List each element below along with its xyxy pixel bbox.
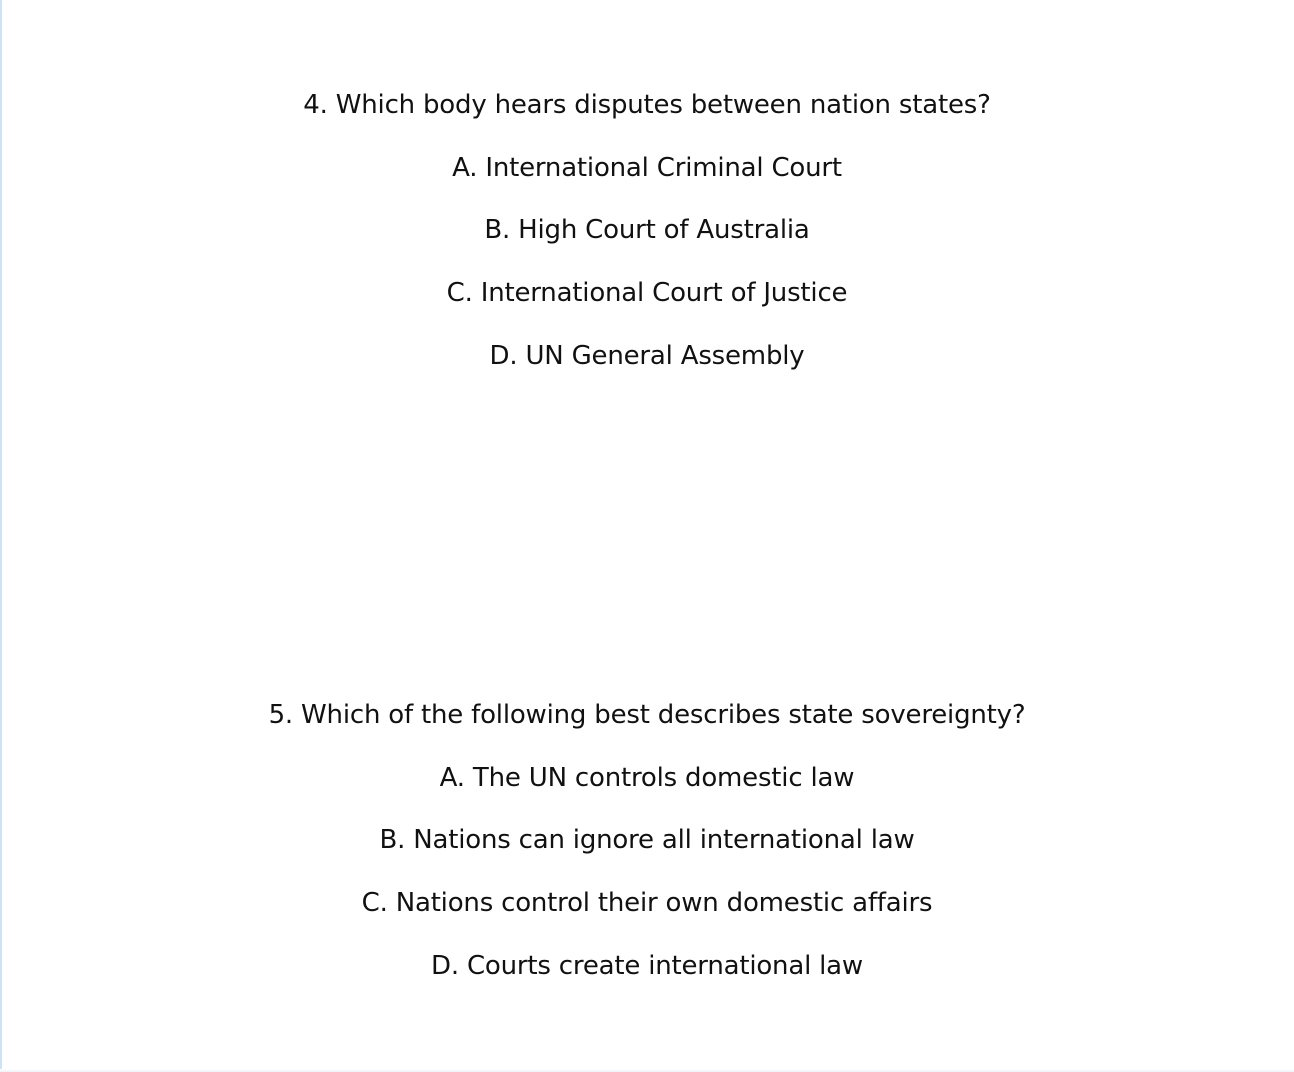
question-5-option-d[interactable]: D. Courts create international law: [431, 950, 863, 981]
question-5-option-c[interactable]: C. Nations control their own domestic affairs: [361, 888, 933, 919]
question-5-option-a[interactable]: A. The UN controls domestic law: [439, 762, 855, 793]
question-4: [0, 82, 1294, 395]
question-4-option-a[interactable]: A. International Criminal Court: [452, 152, 842, 183]
question-4-option-b[interactable]: B. High Court of Australia: [484, 215, 810, 246]
question-5-prompt: 5. Which of the following best describes state sovereignty?: [268, 700, 1026, 730]
question-4-prompt: 4. Which body hears disputes between nation states?: [303, 90, 991, 120]
question-5-option-b[interactable]: B. Nations can ignore all international law: [379, 825, 915, 856]
question-4-option-d[interactable]: D. UN General Assembly: [489, 340, 805, 371]
question-4-option-c[interactable]: C. International Court of Justice: [446, 278, 848, 309]
question-5: [0, 692, 1294, 1005]
